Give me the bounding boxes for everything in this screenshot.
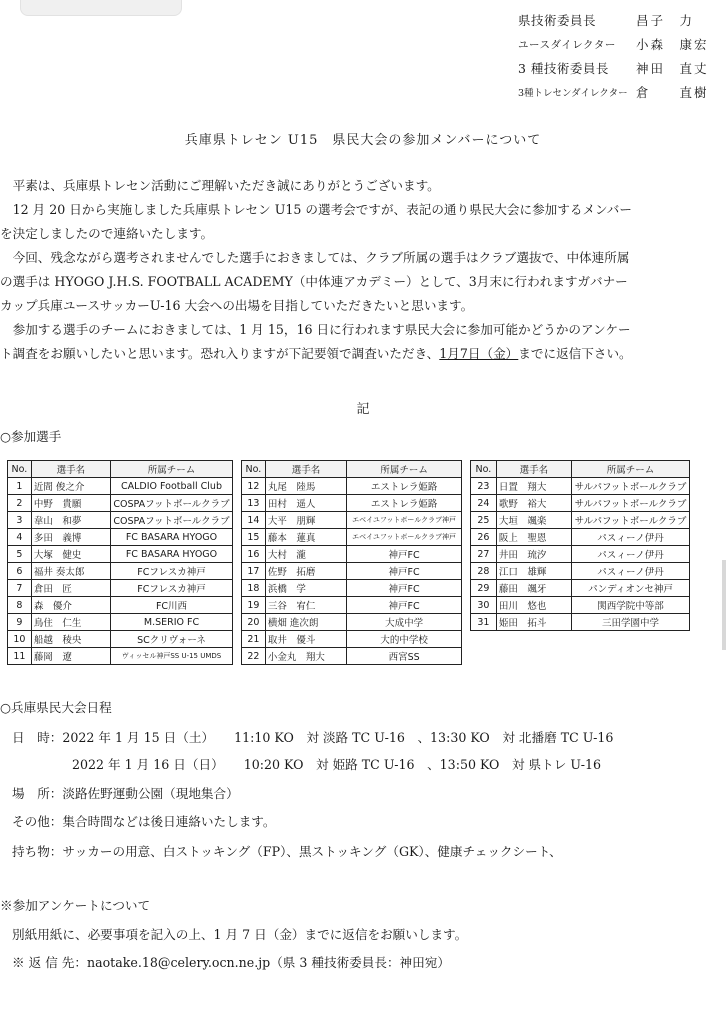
- table-row: [8, 512, 233, 529]
- intro-line-text: ト調査をお願いしたいと思います。恐れ入りますが下記要領で調査いただき、: [0, 346, 440, 361]
- cell-team: エベイユフットボールクラブ神戸: [347, 512, 462, 529]
- cell-no: 12: [242, 478, 266, 495]
- cell-name: 韋山 和夢: [31, 512, 110, 529]
- cell-no: 24: [471, 495, 497, 512]
- cell-name: 倉田 匠: [31, 580, 110, 597]
- header-team: 所属チーム: [111, 461, 233, 478]
- cell-no: 14: [242, 512, 266, 529]
- cell-team: FC川西: [111, 597, 233, 614]
- roster-table-3: [470, 460, 690, 631]
- table-row: [8, 614, 233, 631]
- cell-no: 15: [242, 529, 266, 546]
- table-row: [471, 495, 690, 512]
- intro-paragraph: [0, 174, 724, 366]
- cell-name: 近間 俊之介: [31, 478, 110, 495]
- cell-team: M.SERIO FC: [111, 614, 233, 631]
- cell-team: エストレラ姫路: [347, 478, 462, 495]
- scroll-edge: [722, 560, 726, 650]
- cell-no: 25: [471, 512, 497, 529]
- cell-team: パスィーノ伊丹: [572, 563, 690, 580]
- cell-no: 16: [242, 546, 266, 563]
- cell-name: 大村 瀧: [265, 546, 346, 563]
- cell-name: 船越 稜央: [31, 631, 110, 648]
- cell-team: FCフレスカ神戸: [111, 563, 233, 580]
- cell-name: 歌野 裕大: [496, 495, 571, 512]
- cell-name: 田川 悠也: [496, 597, 571, 614]
- schedule-day2-date: 2022 年 1 月 16 日（日）: [72, 757, 224, 772]
- survey-line: 別紙用紙に、必要事項を記入の上、1 月 7 日（金）までに返信をお願いします。: [12, 927, 468, 942]
- table-header-row: [8, 461, 233, 478]
- table-row: [8, 631, 233, 648]
- cell-team: SCクリヴォーネ: [111, 631, 233, 648]
- reply-line: ※ 返 信 先：naotake.18@celery.ocn.ne.jp（県 3 種技術委員長：神田宛）: [12, 955, 450, 970]
- cell-team: COSPAフットボールクラブ: [111, 495, 233, 512]
- cell-no: 28: [471, 563, 497, 580]
- table-row: [471, 478, 690, 495]
- cell-name: 多田 義博: [31, 529, 110, 546]
- cell-name: 中野 貴願: [31, 495, 110, 512]
- schedule-other: その他：集合時間などは後日連絡いたします。: [12, 814, 276, 829]
- cell-name: 森 優介: [31, 597, 110, 614]
- cell-team: FC BASARA HYOGO: [111, 546, 233, 563]
- table-row: [8, 580, 233, 597]
- signatory-name: 小森 康宏: [636, 37, 709, 52]
- table-row: [242, 597, 462, 614]
- tab-edge: [20, 0, 182, 16]
- cell-team: FCフレスカ神戸: [111, 580, 233, 597]
- table-row: [8, 563, 233, 580]
- cell-team: サルパフットボールクラブ: [572, 495, 690, 512]
- table-row: [471, 597, 690, 614]
- reply-deadline: 1月7日（金）: [439, 346, 519, 361]
- cell-name: 田村 遥人: [265, 495, 346, 512]
- intro-line: 今回、残念ながら選考されませんでした選手におきましては、クラブ所属の選手はクラブ選抜で、中体連所属: [0, 250, 630, 265]
- cell-name: 江口 雄輝: [496, 563, 571, 580]
- signatory-name: 昌子 力: [636, 13, 695, 28]
- signatories: [518, 8, 724, 104]
- table-row: [242, 614, 462, 631]
- schedule-day2: [72, 754, 601, 773]
- cell-team: エベイユフットボールクラブ神戸: [347, 529, 462, 546]
- header-team: 所属チーム: [347, 461, 462, 478]
- schedule-day1-games: 11:10 KO 対 淡路 TC U-16 、13:30 KO 対 北播磨 TC U-16: [234, 730, 614, 745]
- header-name: 選手名: [496, 461, 571, 478]
- cell-no: 26: [471, 529, 497, 546]
- table-row: [242, 478, 462, 495]
- table-row: [242, 563, 462, 580]
- signatory-name: 倉 直樹: [636, 85, 709, 100]
- signatory-row: [518, 32, 724, 56]
- intro-line: を決定しましたので連絡いたします。: [0, 226, 214, 241]
- table-row: [8, 529, 233, 546]
- signatory-role: ユースダイレクター: [518, 38, 616, 51]
- cell-name: 藤本 蓮真: [265, 529, 346, 546]
- cell-name: 藤岡 遼: [31, 648, 110, 665]
- cell-no: 30: [471, 597, 497, 614]
- cell-name: 姫田 拓斗: [496, 614, 571, 631]
- cell-name: 小金丸 翔大: [265, 648, 346, 665]
- header-no: No.: [8, 461, 32, 478]
- cell-no: 13: [242, 495, 266, 512]
- cell-team: ヴィッセル神戸SS U-15 UMDS: [111, 648, 233, 665]
- schedule-date-label: 日 時：: [12, 730, 63, 745]
- signatory-role: 県技術委員長: [518, 13, 597, 28]
- table-row: [242, 546, 462, 563]
- ki-mark: 記: [356, 402, 370, 417]
- cell-name: 大垣 颯楽: [496, 512, 571, 529]
- table-row: [471, 614, 690, 631]
- intro-line-text: までに返信下さい。: [518, 346, 632, 361]
- cell-name: 福井 奏太郎: [31, 563, 110, 580]
- cell-no: 19: [242, 597, 266, 614]
- cell-team: パスィーノ伊丹: [572, 546, 690, 563]
- signatory-name: 神田 直丈: [636, 61, 709, 76]
- survey-heading: ※参加アンケートについて: [0, 898, 151, 913]
- signatory-row: [518, 8, 724, 32]
- cell-name: 佐野 拓磨: [265, 563, 346, 580]
- cell-no: 17: [242, 563, 266, 580]
- cell-no: 7: [8, 580, 32, 597]
- cell-team: COSPAフットボールクラブ: [111, 512, 233, 529]
- header-name: 選手名: [265, 461, 346, 478]
- cell-team: パスィーノ伊丹: [572, 529, 690, 546]
- cell-no: 3: [8, 512, 32, 529]
- cell-name: 阪上 聖恩: [496, 529, 571, 546]
- cell-team: パンディオンセ神戸: [572, 580, 690, 597]
- players-heading: ○参加選手: [0, 429, 62, 444]
- roster-table-2: [241, 460, 462, 665]
- cell-name: 取井 優斗: [265, 631, 346, 648]
- cell-no: 27: [471, 546, 497, 563]
- cell-team: 神戸FC: [347, 597, 462, 614]
- document-title: 兵庫県トレセン U15 県民大会の参加メンバーについて: [184, 133, 542, 148]
- intro-line: 平素は、兵庫県トレセン活動にご理解いただき誠にありがとうございます。: [0, 178, 440, 193]
- table-header-row: [242, 461, 462, 478]
- cell-name: 大塚 健史: [31, 546, 110, 563]
- table-row: [242, 631, 462, 648]
- table-row: [242, 580, 462, 597]
- cell-no: 31: [471, 614, 497, 631]
- table-row: [471, 563, 690, 580]
- cell-team: CALDIO Football Club: [111, 478, 233, 495]
- intro-line: カップ兵庫ユースサッカーU-16 大会への出場を目指していただきたいと思います。: [0, 298, 474, 313]
- cell-no: 23: [471, 478, 497, 495]
- signatory-row: [518, 80, 724, 104]
- cell-name: 丸尾 陸馬: [265, 478, 346, 495]
- table-row: [471, 580, 690, 597]
- cell-no: 4: [8, 529, 32, 546]
- header-team: 所属チーム: [572, 461, 690, 478]
- cell-name: 日置 翔大: [496, 478, 571, 495]
- table-row: [8, 495, 233, 512]
- cell-no: 2: [8, 495, 32, 512]
- cell-name: 浜橋 学: [265, 580, 346, 597]
- signatory-row: [518, 56, 724, 80]
- cell-name: 大平 朋輝: [265, 512, 346, 529]
- cell-no: 11: [8, 648, 32, 665]
- cell-no: 6: [8, 563, 32, 580]
- intro-line: 参加する選手のチームにおきましては、1 月 15，16 日に行われます県民大会に参加可能かどうかのアンケー: [0, 322, 631, 337]
- table-row: [242, 495, 462, 512]
- header-no: No.: [471, 461, 497, 478]
- schedule-venue: 場 所：淡路佐野運動公園（現地集合）: [12, 786, 239, 801]
- cell-team: 大的中学校: [347, 631, 462, 648]
- cell-team: 神戸FC: [347, 580, 462, 597]
- cell-no: 18: [242, 580, 266, 597]
- table-row: [8, 648, 233, 665]
- table-row: [242, 648, 462, 665]
- cell-no: 10: [8, 631, 32, 648]
- cell-no: 22: [242, 648, 266, 665]
- table-row: [8, 478, 233, 495]
- schedule-heading: ○兵庫県民大会日程: [0, 700, 112, 715]
- cell-name: 藤田 颯牙: [496, 580, 571, 597]
- table-row: [242, 529, 462, 546]
- cell-no: 8: [8, 597, 32, 614]
- cell-team: 神戸FC: [347, 546, 462, 563]
- schedule-day1: [12, 727, 613, 746]
- header-no: No.: [242, 461, 266, 478]
- signatory-role: 3種トレセンダイレクター: [518, 88, 628, 99]
- cell-team: 西宮SS: [347, 648, 462, 665]
- cell-name: 横畑 進次朗: [265, 614, 346, 631]
- schedule-day1-date: 2022 年 1 月 15 日（土）: [62, 730, 215, 745]
- table-row: [242, 512, 462, 529]
- cell-team: エストレラ姫路: [347, 495, 462, 512]
- cell-no: 5: [8, 546, 32, 563]
- cell-team: サルパフットボールクラブ: [572, 478, 690, 495]
- intro-line: の選手は HYOGO J.H.S. FOOTBALL ACADEMY（中体連アカデミー）として、3月末に行われますガバナー: [0, 274, 628, 289]
- schedule-items: 持ち物：サッカーの用意、白ストッキング（FP）、黒ストッキング（GK）、健康チェックシート、: [12, 844, 562, 859]
- cell-no: 9: [8, 614, 32, 631]
- cell-name: 三谷 宥仁: [265, 597, 346, 614]
- table-row: [471, 529, 690, 546]
- table-row: [8, 546, 233, 563]
- cell-team: 三田学園中学: [572, 614, 690, 631]
- table-row: [471, 546, 690, 563]
- cell-no: 29: [471, 580, 497, 597]
- table-row: [8, 597, 233, 614]
- roster-table-1: [7, 460, 233, 665]
- cell-team: 神戸FC: [347, 563, 462, 580]
- cell-name: 鳥住 仁生: [31, 614, 110, 631]
- table-row: [471, 512, 690, 529]
- cell-team: 大成中学: [347, 614, 462, 631]
- cell-no: 20: [242, 614, 266, 631]
- header-name: 選手名: [31, 461, 110, 478]
- cell-no: 21: [242, 631, 266, 648]
- cell-no: 1: [8, 478, 32, 495]
- cell-team: FC BASARA HYOGO: [111, 529, 233, 546]
- schedule-day2-games: 10:20 KO 対 姫路 TC U-16 、13:50 KO 対 県トレ U-16: [243, 757, 602, 772]
- cell-name: 井田 琉汐: [496, 546, 571, 563]
- cell-team: サルパフットボールクラブ: [572, 512, 690, 529]
- cell-team: 関西学院中等部: [572, 597, 690, 614]
- table-header-row: [471, 461, 690, 478]
- intro-line: 12 月 20 日から実施しました兵庫県トレセン U15 の選考会ですが、表記の通り県民大会に参加するメンバー: [0, 202, 632, 217]
- signatory-role: 3 種技術委員長: [518, 61, 609, 76]
- intro-line-last: [0, 342, 724, 366]
